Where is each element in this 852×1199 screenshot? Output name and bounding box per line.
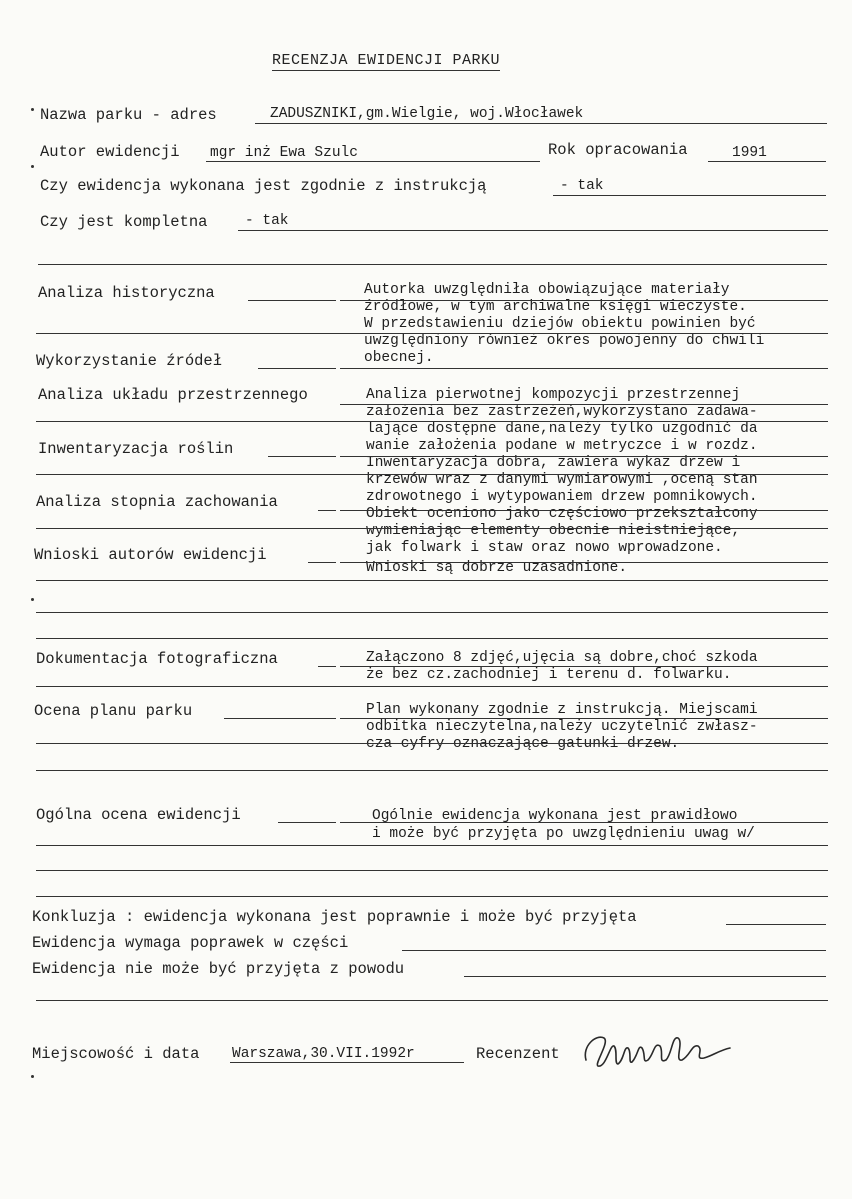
blank-line bbox=[36, 870, 828, 871]
conclusion-underline bbox=[402, 950, 826, 951]
review-underline bbox=[340, 562, 828, 563]
review-underline bbox=[36, 421, 828, 422]
review-line: Obiekt oceniono jako częściowo przekształcony bbox=[366, 506, 758, 522]
review-line: Inwentaryzacja dobra, zawiera wykaz drzew i bbox=[366, 455, 741, 471]
plan-line: Plan wykonany zgodnie z instrukcją. Miejscami bbox=[366, 702, 758, 718]
blank-line bbox=[36, 770, 828, 771]
review-underline bbox=[36, 333, 828, 334]
condition-underline bbox=[318, 510, 336, 511]
margin-mark bbox=[31, 1075, 34, 1078]
instruction-value: - tak bbox=[560, 178, 604, 194]
blank-line bbox=[36, 638, 828, 639]
photos-underline bbox=[36, 686, 828, 687]
park-name-value: ZADUSZNIKI,gm.Wielgie, woj.Włocławek bbox=[270, 106, 584, 122]
complete-underline bbox=[238, 230, 828, 231]
review-line: W przedstawieniu dziejów obiektu powinien być bbox=[364, 316, 756, 332]
complete-value: - tak bbox=[245, 213, 289, 229]
conclusions-label: Wnioski autorów ewidencji bbox=[34, 546, 267, 564]
year-value: 1991 bbox=[732, 145, 767, 161]
review-line: wymieniając elementy obecnie nieistniejące, bbox=[366, 523, 741, 539]
review-underline bbox=[36, 528, 828, 529]
instruction-label: Czy ewidencja wykonana jest zgodnie z instrukcją bbox=[40, 177, 487, 195]
photos-underline bbox=[340, 666, 828, 667]
overall-line: i może być przyjęta po uwzględnieniu uwag w/ bbox=[372, 826, 755, 842]
margin-mark bbox=[31, 165, 34, 168]
plan-underline bbox=[340, 718, 828, 719]
author-underline bbox=[206, 161, 540, 162]
review-line: źródłowe, w tym archiwalne księgi wieczyste. bbox=[364, 299, 747, 315]
review-underline bbox=[36, 474, 828, 475]
year-underline bbox=[708, 161, 826, 162]
overall-label: Ogólna ocena ewidencji bbox=[36, 806, 241, 824]
conclusion-underline bbox=[726, 924, 826, 925]
blank-line bbox=[36, 1000, 828, 1001]
review-underline bbox=[340, 456, 828, 457]
sources-label: Wykorzystanie źródeł bbox=[36, 352, 223, 370]
plan-underline bbox=[224, 718, 336, 719]
historical-analysis-label: Analiza historyczna bbox=[38, 284, 215, 302]
photos-label: Dokumentacja fotograficzna bbox=[36, 650, 278, 668]
instruction-underline bbox=[553, 195, 826, 196]
reviewer-signature bbox=[580, 1024, 740, 1074]
margin-mark bbox=[31, 108, 34, 111]
separator-line bbox=[38, 264, 827, 265]
review-line: Autorka uwzględniła obowiązujące materiały bbox=[364, 282, 730, 298]
overall-underline bbox=[340, 822, 828, 823]
place-date-label: Miejscowość i data bbox=[32, 1045, 200, 1063]
overall-underline bbox=[278, 822, 336, 823]
reviewer-label: Recenzent bbox=[476, 1045, 560, 1063]
photos-line: że bez cz.zachodniej i terenu d. folwarku. bbox=[366, 667, 732, 683]
place-date-underline bbox=[230, 1062, 464, 1063]
year-label: Rok opracowania bbox=[548, 141, 688, 159]
photos-underline bbox=[318, 666, 336, 667]
review-line: Analiza pierwotnej kompozycji przestrzennej bbox=[366, 387, 741, 403]
park-name-underline bbox=[255, 123, 827, 124]
overall-underline bbox=[36, 845, 828, 846]
historical-analysis-underline bbox=[248, 300, 336, 301]
review-line: wanie założenia podane w metryczce i w rozdz. bbox=[366, 438, 758, 454]
author-value: mgr inż Ewa Szulc bbox=[210, 145, 358, 161]
conclusion-underline bbox=[464, 976, 826, 977]
review-underline bbox=[340, 510, 828, 511]
conclusion-reject: Ewidencja nie może być przyjęta z powodu bbox=[32, 960, 405, 978]
complete-label: Czy jest kompletna bbox=[40, 213, 208, 231]
review-underline bbox=[340, 404, 828, 405]
review-line: krzewów wraz z danymi wymiarowymi ,oceną stan bbox=[366, 472, 758, 488]
inventory-label: Inwentaryzacja roślin bbox=[38, 440, 234, 458]
review-line: lające dostępne dane,należy tylko uzgodnić da bbox=[366, 421, 758, 437]
plan-line: odbitka nieczytelna,należy uczytelnić zwłasz- bbox=[366, 719, 758, 735]
plan-underline bbox=[36, 743, 828, 744]
spatial-analysis-label: Analiza układu przestrzennego bbox=[38, 386, 308, 404]
plan-label: Ocena planu parku bbox=[34, 702, 193, 720]
review-line: obecnej. bbox=[364, 350, 434, 366]
review-line: jak folwark i staw oraz nowo wprowadzone. bbox=[366, 540, 723, 556]
review-line: Wnioski są dobrze uzasadnione. bbox=[366, 560, 628, 576]
park-name-label: Nazwa parku - adres bbox=[40, 106, 217, 124]
review-line: zdrowotnego i wytypowaniem drzew pomnikowych. bbox=[366, 489, 758, 505]
review-line: założenia bez zastrzeżeń,wykorzystano zadawa- bbox=[366, 404, 758, 420]
blank-line bbox=[36, 896, 828, 897]
sources-underline bbox=[258, 368, 336, 369]
review-line: uwzględniony również okres powojenny do chwili bbox=[364, 333, 765, 349]
plan-line: cza cyfry oznaczające gatunki drzew. bbox=[366, 736, 680, 752]
review-underline bbox=[340, 300, 828, 301]
overall-line: Ogólnie ewidencja wykonana jest prawidłowo bbox=[372, 808, 738, 824]
conclusion-accept: Konkluzja : ewidencja wykonana jest poprawnie i może być przyjęta bbox=[32, 908, 637, 926]
inventory-underline bbox=[268, 456, 336, 457]
place-date-value: Warszawa,30.VII.1992r bbox=[232, 1046, 415, 1062]
review-underline bbox=[340, 368, 828, 369]
photos-line: Załączono 8 zdjęć,ujęcia są dobre,choć szkoda bbox=[366, 650, 758, 666]
condition-label: Analiza stopnia zachowania bbox=[36, 493, 278, 511]
document-title: RECENZJA EWIDENCJI PARKU bbox=[272, 52, 501, 69]
blank-line bbox=[36, 612, 828, 613]
conclusions-underline bbox=[308, 562, 336, 563]
margin-mark bbox=[31, 598, 34, 601]
conclusion-corrections: Ewidencja wymaga poprawek w części bbox=[32, 934, 349, 952]
author-label: Autor ewidencji bbox=[40, 143, 180, 161]
review-underline bbox=[36, 580, 828, 581]
